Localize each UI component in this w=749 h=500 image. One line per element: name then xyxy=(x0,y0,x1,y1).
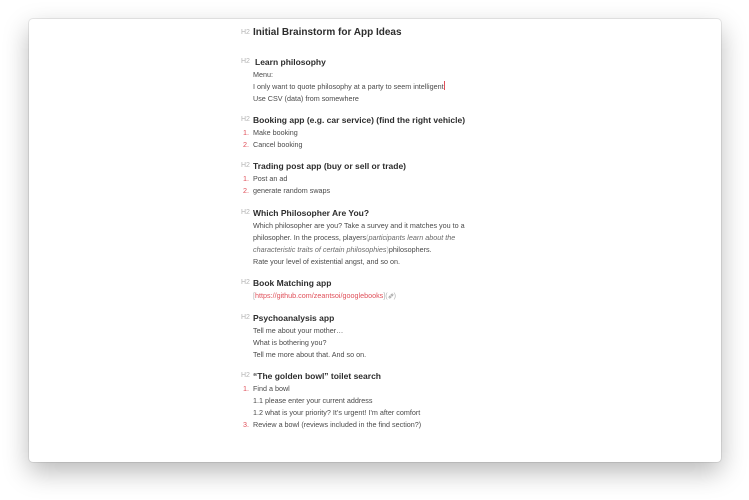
link-bracket-open: [ xyxy=(253,291,255,300)
line-text: philosophers. xyxy=(388,245,432,254)
text-line: What is bothering you? xyxy=(253,338,327,347)
text-cursor xyxy=(444,81,445,90)
title-text: Initial Brainstorm for App Ideas xyxy=(253,27,402,38)
text-line xyxy=(253,81,445,93)
heading-text: Learn philosophy xyxy=(255,57,326,67)
heading-marker: H2 xyxy=(241,279,250,286)
heading-text: Psychoanalysis app xyxy=(253,313,335,323)
bracket-close: ) xyxy=(386,245,389,254)
heading-text: Which Philosopher Are You? xyxy=(253,208,370,218)
heading-marker: H2 xyxy=(241,209,250,216)
list-number: 3. xyxy=(243,420,249,429)
text-line: Use CSV (data) from somewhere xyxy=(253,94,359,103)
line-text: I only want to quote philosophy at a party to seem intelligent xyxy=(253,82,444,91)
list-item: Post an ad xyxy=(253,174,288,183)
text-line: Which philosopher are you? Take a survey and it matches you to a xyxy=(253,221,465,230)
heading-marker: H2 xyxy=(241,58,250,65)
sub-item: 1.2 what is your priority? It’s urgent! I’m after comfort xyxy=(253,408,421,417)
text-line: Tell me about your mother… xyxy=(253,326,344,335)
heading-marker: H2 xyxy=(241,29,250,36)
list-number: 1. xyxy=(243,128,249,137)
text-line: Menu: xyxy=(253,70,273,79)
link-line xyxy=(253,290,396,302)
link-paren-open: ( xyxy=(385,291,388,300)
list-item: Find a bowl xyxy=(253,384,290,393)
list-number: 2. xyxy=(243,186,249,195)
editor-window xyxy=(29,19,721,462)
text-line xyxy=(253,232,455,244)
emphasis-text: participants learn about the xyxy=(368,233,456,242)
list-number: 1. xyxy=(243,174,249,183)
list-number: 2. xyxy=(243,140,249,149)
heading-marker: H2 xyxy=(241,314,250,321)
line-text: philosopher. In the process, players xyxy=(253,233,367,242)
list-item: Review a bowl (reviews included in the find section?) xyxy=(253,420,422,429)
list-item: generate random swaps xyxy=(253,186,331,195)
link-bracket-close: ] xyxy=(383,291,386,300)
heading-marker: H2 xyxy=(241,116,250,123)
heading-text: Book Matching app xyxy=(253,278,332,288)
text-line: Tell me more about that. And so on. xyxy=(253,350,367,359)
heading-text: Booking app (e.g. car service) (find the right vehicle) xyxy=(253,115,466,125)
heading-marker: H2 xyxy=(241,372,250,379)
heading-text: Trading post app (buy or sell or trade) xyxy=(253,161,407,171)
heading-marker: H2 xyxy=(241,162,250,169)
heading-text: “The golden bowl” toilet search xyxy=(253,371,381,381)
github-link[interactable]: https://github.com/zeantsoi/googlebooks xyxy=(255,291,384,300)
text-line xyxy=(253,244,432,256)
sub-item: 1.1 please enter your current address xyxy=(253,396,373,405)
text-line: Rate your level of existential angst, and so on. xyxy=(253,257,401,266)
list-item: Make booking xyxy=(253,128,298,137)
list-number: 1. xyxy=(243,384,249,393)
list-item: Cancel booking xyxy=(253,140,303,149)
link-paren-close: ) xyxy=(393,291,397,300)
bracket-open: ( xyxy=(366,233,369,242)
emphasis-text: characteristic traits of certain philosophies xyxy=(253,245,387,254)
